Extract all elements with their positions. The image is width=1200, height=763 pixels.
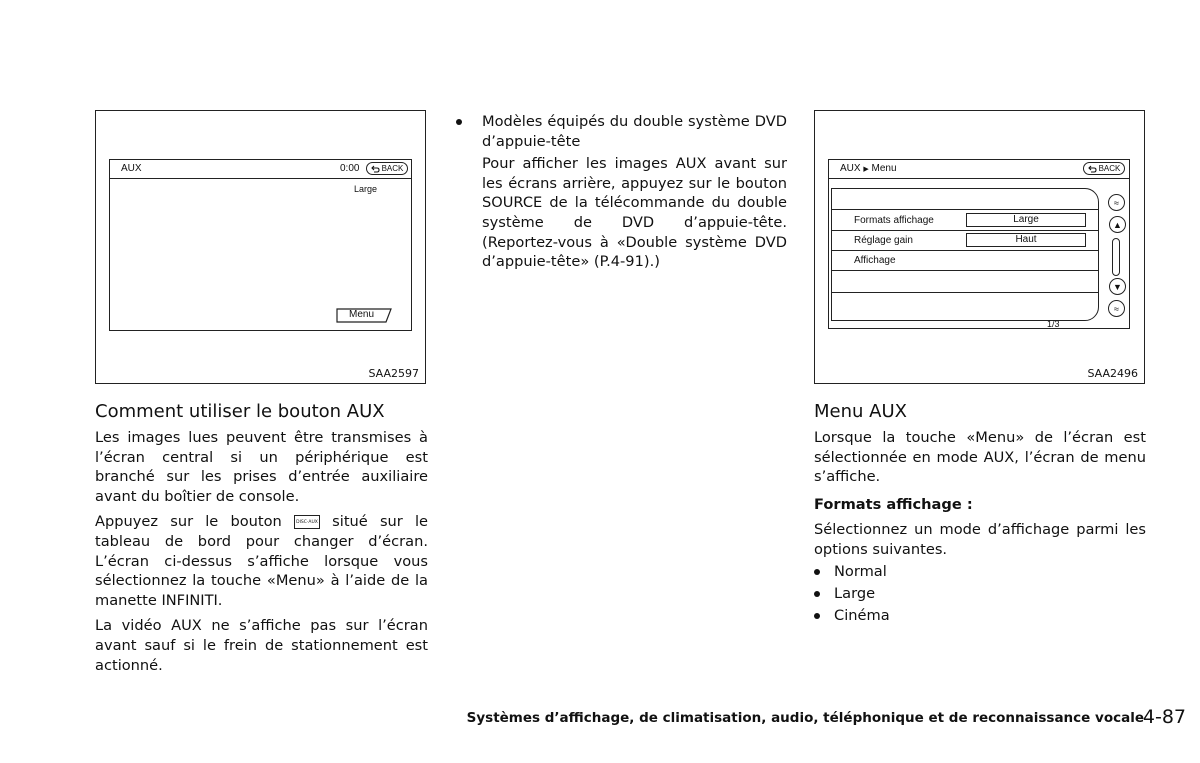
breadcrumb-page: Menu: [871, 163, 897, 174]
bullet-dot: [814, 591, 820, 597]
disc-aux-button-icon: DISC·AUX: [294, 515, 320, 529]
back-button[interactable]: [1083, 162, 1125, 175]
menu-row-label: Réglage gain: [854, 235, 913, 246]
aux-screen-title: AUX: [121, 163, 142, 174]
back-button[interactable]: [366, 162, 408, 175]
option-label: Cinéma: [834, 607, 890, 624]
bullet-dot: [814, 613, 820, 619]
menu-list-top-border: [832, 209, 1098, 210]
aux-menu-screen: [828, 159, 1130, 329]
right-body: [814, 428, 1146, 566]
menu-button[interactable]: [336, 308, 390, 322]
aux-title-bar: [110, 160, 411, 179]
scrollbar-track[interactable]: [1112, 238, 1120, 276]
option-label: Normal: [834, 563, 887, 580]
menu-row-value: Large: [966, 213, 1086, 227]
paragraph: [95, 512, 428, 610]
scroll-up-icon[interactable]: ▲: [1109, 216, 1126, 233]
option-item: [814, 583, 890, 605]
paragraph: Lorsque la touche «Menu» de l’écran est sélectionnée en mode AUX, l’écran de menu s’affiche.: [814, 429, 1146, 486]
back-arrow-icon: [371, 165, 380, 173]
bullet-dot: [814, 569, 820, 575]
menu-list: [831, 188, 1099, 321]
back-arrow-icon: [1088, 165, 1097, 173]
menu-button-label: Menu: [349, 309, 375, 320]
option-list: [814, 561, 890, 627]
page-up-icon[interactable]: ≈: [1108, 194, 1125, 211]
section-heading-aux-button: Comment utiliser le bouton AUX: [95, 401, 385, 422]
menu-row-empty: [832, 271, 1098, 293]
mode-label: Large: [354, 184, 378, 194]
breadcrumb-root: AUX: [840, 163, 861, 174]
option-label: Large: [834, 585, 876, 602]
paragraph: La vidéo AUX ne s’affiche pas sur l’écran avant sauf si le frein de stationnement est actionné.: [95, 617, 428, 674]
paragraph: Les images lues peuvent être transmises à l’écran central si un périphérique est branché sur les prises d’entrée auxiliaire avant du boîtier de console.: [95, 429, 428, 505]
bullet-item: [455, 112, 787, 272]
paragraph: Pour afficher les images AUX avant sur les écrans arrière, appuyez sur le bouton SOURCE de la télécommande du double système de DVD d’appuie-tête. (Reportez-vous à «Double système DVD d’appuie-tête» (P.4-91).): [482, 155, 787, 271]
paragraph-text: situé sur le tableau de bord pour changer d’écran. L’écran ci-dessus s’affiche lorsque vous sélectionnez la touche «Menu» à l’aide de la manette INFINITI.: [95, 513, 429, 609]
back-label: BACK: [1098, 164, 1121, 173]
figure-code: SAA2597: [368, 367, 419, 380]
paragraph-text: Appuyez sur le bouton: [95, 513, 282, 531]
menu-row-value: Haut: [966, 233, 1086, 247]
menu-row-label: Formats affichage: [854, 215, 934, 226]
figure-aux-menu: [814, 110, 1145, 384]
menu-row-formats-affichage[interactable]: [832, 211, 1098, 231]
left-body: [95, 428, 428, 681]
aux-screen: [109, 159, 412, 331]
sub-heading: Formats affichage :: [814, 495, 973, 513]
breadcrumb: [840, 163, 897, 174]
bullet-dot: [456, 119, 462, 125]
page-indicator: 1/3: [1047, 319, 1060, 329]
scroll-down-icon[interactable]: ▼: [1109, 278, 1126, 295]
figure-code: SAA2496: [1087, 367, 1138, 380]
option-item: [814, 605, 890, 627]
bullet-title: Modèles équipés du double système DVD d’appuie-tête: [482, 113, 787, 150]
figure-aux-screen: [95, 110, 426, 384]
option-item: [814, 561, 890, 583]
back-label: BACK: [381, 164, 404, 173]
section-heading-menu-aux: Menu AUX: [814, 401, 907, 422]
footer-section-title: Systèmes d’affichage, de climatisation, audio, téléphonique et de reconnaissance vocale: [466, 710, 1144, 726]
page-down-icon[interactable]: ≈: [1108, 300, 1125, 317]
aux-time: 0:00: [340, 163, 360, 174]
paragraph: Sélectionnez un mode d’affichage parmi les options suivantes.: [814, 521, 1146, 558]
aux-menu-title-bar: [829, 160, 1129, 179]
menu-row-label: Affichage: [854, 255, 896, 266]
menu-row-affichage[interactable]: [832, 251, 1098, 271]
menu-row-reglage-gain[interactable]: [832, 231, 1098, 251]
middle-body: [455, 112, 787, 278]
page-number: 4-87: [1142, 706, 1186, 728]
breadcrumb-arrow-icon: ▶: [863, 166, 869, 173]
